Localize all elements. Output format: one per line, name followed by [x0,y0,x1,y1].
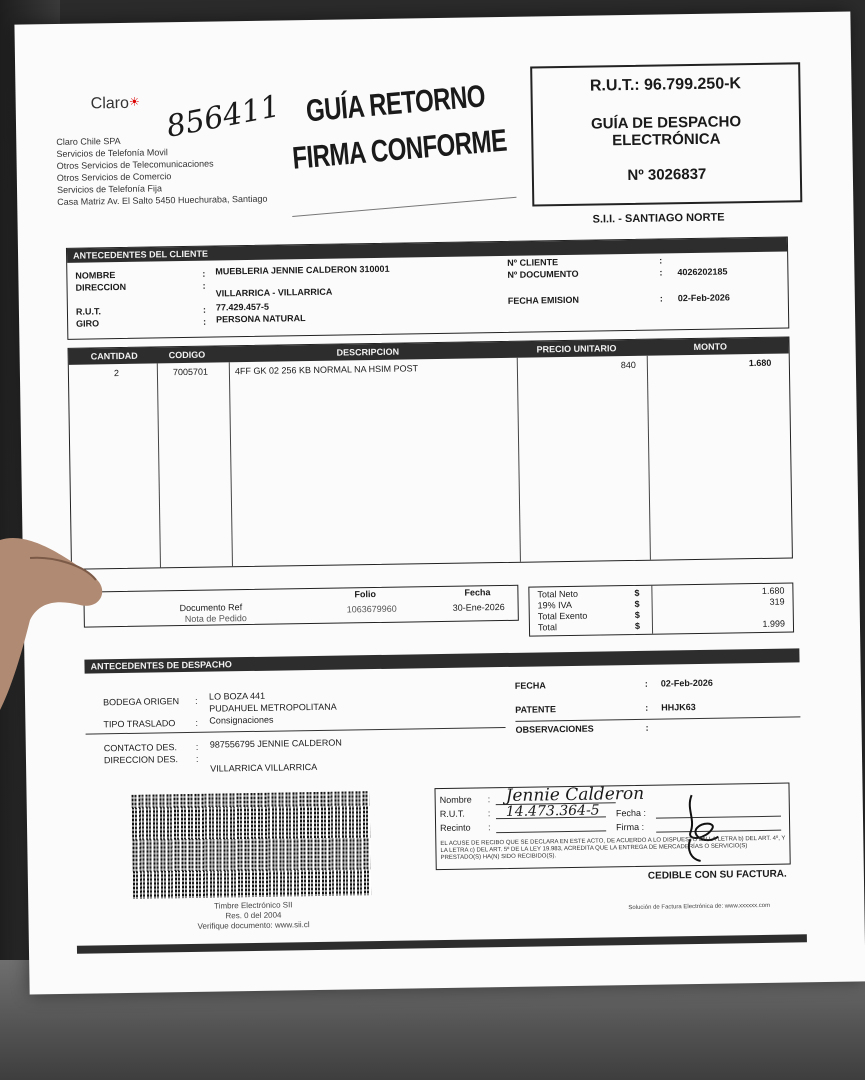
label-client-number: Nº CLIENTE [507,257,559,268]
label-direccion: DIRECCION [75,281,127,293]
pdf417-barcode [132,791,372,899]
timbre-text [158,899,348,932]
colon: : [659,293,663,304]
label-rut: R.U.T. [75,306,102,317]
colon: : [195,753,199,764]
client-rut: 77.429.457-5 [215,301,270,313]
label-observaciones: OBSERVACIONES [515,723,594,735]
total-iva-label: 19% IVA [537,599,573,611]
col-divider [647,356,651,560]
client-header: ANTECEDENTES DEL CLIENTE [67,238,787,263]
label-receiver-rut: R.U.T. [439,808,465,820]
logo-text: Claro [90,94,130,113]
label-fecha: Fecha [464,587,491,598]
traslado-value: Consignaciones [209,714,274,726]
label-bodega: BODEGA ORIGEN [103,696,180,708]
issuer-lines [56,133,267,208]
issue-date-value: 02-Feb-2026 [677,292,730,304]
client-section [66,237,789,340]
colon: : [645,702,649,713]
handwritten-number: 856411 [163,88,283,145]
colon: : [487,794,491,805]
issuer-line: Claro Chile SPA [56,135,121,147]
footer-provider: Solución de Factura Electrónica de: www.xxxxxx.com [628,902,771,912]
stamp-line-2: FIRMA CONFORME [290,123,508,177]
reference-box [83,585,519,628]
totals-divider [651,586,653,634]
totals-box [528,582,794,636]
doc-subtitle: ELECTRÓNICA [612,130,721,150]
doc-title: GUÍA DE DESPACHO [590,113,742,133]
stamp-line-1: GUÍA RETORNO [304,78,487,130]
client-name: MUEBLERIA JENNIE CALDERON 310001 [215,263,390,277]
label-nombre: NOMBRE [75,270,116,281]
colon: : [203,316,207,327]
doc-number: Nº 3026837 [627,165,707,185]
item-qty: 2 [113,368,120,379]
item-desc: 4FF GK 02 256 KB NORMAL NA HSIM POST [234,363,419,377]
total-neto-label: Total Neto [537,588,579,600]
bodega-line-2: PUDAHUEL METROPOLITANA [209,701,337,714]
client-address: VILLARRICA - VILLARRICA [215,286,333,299]
colon: : [645,722,649,733]
colon: : [488,822,491,833]
return-stamp [281,67,516,217]
document-number-box [530,62,802,206]
colon: : [659,255,663,266]
direccion-des-value: VILLARRICA VILLARRICA [210,761,318,774]
doc-number-value: 4026202185 [677,266,728,278]
client-giro: PERSONA NATURAL [216,313,306,325]
issuer-line: Casa Matriz Av. El Salto 5450 Huechuraba, Santiago [57,193,268,207]
label-folio: Folio [354,589,377,600]
holding-hand [0,500,110,720]
label-receiver-name: Nombre [439,794,472,806]
label-traslado: TIPO TRASLADO [103,718,176,730]
colon: : [487,808,491,819]
cedible-label: CEDIBLE CON SU FACTURA. [647,868,787,882]
label-order-note: Nota de Pedido [184,613,247,625]
label-dispatch-date: FECHA [514,680,546,691]
colon: : [202,280,206,291]
label-doc-ref: Documento Ref [179,602,243,614]
items-table [68,336,793,569]
label-giro: GIRO [76,318,100,329]
item-code: 7005701 [172,366,209,378]
sii-office: S.I.I. - SANTIAGO NORTE [592,211,725,226]
col-codigo: CODIGO [168,349,206,361]
col-divider [517,358,521,562]
label-direccion-des: DIRECCION DES. [103,754,179,766]
currency: $ [634,620,641,631]
label-patente: PATENTE [515,704,557,715]
rut-label: R.U.T.: 96.799.250-K [589,75,742,95]
colon: : [202,304,207,315]
issuer-line: Servicios de Telefonía Movil [56,147,168,159]
col-monto: MONTO [693,341,727,352]
timbre-line: Res. 0 del 2004 [225,910,282,921]
col-cantidad: CANTIDAD [90,350,138,362]
total-neto-value: 1.680 [761,585,785,596]
label-issue-date: FECHA EMISION [507,294,580,306]
colon: : [202,268,206,279]
issuer-line: Servicios de Telefonía Fija [56,183,162,195]
bottom-rule [77,934,807,953]
dispatch-document [14,11,865,994]
bodega-line-1: LO BOZA 441 [208,690,266,702]
colon: : [195,717,199,728]
issuer-line: Otros Servicios de Comercio [56,171,172,183]
patente-value: HHJK63 [661,702,696,713]
item-price: 840 [620,359,636,371]
currency: $ [634,598,640,609]
issuer-line: Otros Servicios de Telecomunicaciones [56,158,214,171]
handwritten-rut: 14.473.364-5 [505,802,600,821]
col-divider [229,362,233,566]
label-contacto: CONTACTO DES. [103,742,178,754]
total-iva-value: 319 [769,596,785,607]
underline [496,830,606,833]
label-signature: Firma : [616,821,645,833]
label-recinto: Recinto [440,822,471,834]
item-amount: 1.680 [748,357,772,369]
label-doc-number: Nº DOCUMENTO [507,268,579,280]
total-value: 1.999 [762,618,786,629]
contacto-value: 987556795 JENNIE CALDERON [209,737,342,750]
timbre-line: Verifique documento: www.sii.cl [197,920,310,931]
dispatch-date-value: 02-Feb-2026 [660,677,713,689]
divider [515,716,800,721]
claro-logo: Claro☀ [90,94,140,113]
total-exento-label: Total Exento [537,610,588,622]
ref-fecha: 30-Ene-2026 [452,601,505,613]
col-precio: PRECIO UNITARIO [536,343,617,355]
handwritten-name: Jennie Calderon [505,783,645,807]
dispatch-header: ANTECEDENTES DE DESPACHO [84,648,799,673]
receipt-box [434,783,790,871]
timbre-line: Timbre Electrónico SII [214,900,293,911]
colon: : [194,695,198,706]
total-label: Total [537,622,558,633]
col-descripcion: DESCRIPCION [336,346,400,358]
colon: : [195,741,199,752]
label-receipt-date: Fecha : [615,807,646,819]
col-divider [157,363,161,567]
ref-folio: 1063679960 [346,603,397,615]
dispatch-section [85,664,801,775]
colon: : [659,267,663,278]
currency: $ [634,587,640,598]
legal-notice: EL ACUSE DE RECIBO QUE SE DECLARA EN ESTE ACTO, DE ACUERDO A LO DISPUESTO EN LA LETRA b) DEL ART. 4º, Y LA LETRA c) DEL ART. 5º DE LA LEY 19.983, ACREDITA QUE LA ENTREGA DE MERCADERÍAS O SERVICIO(S) PRESTADO(S) HA(N) SIDO RECIBIDO(S). [440,835,786,862]
colon: : [644,678,648,689]
currency: $ [634,609,640,620]
